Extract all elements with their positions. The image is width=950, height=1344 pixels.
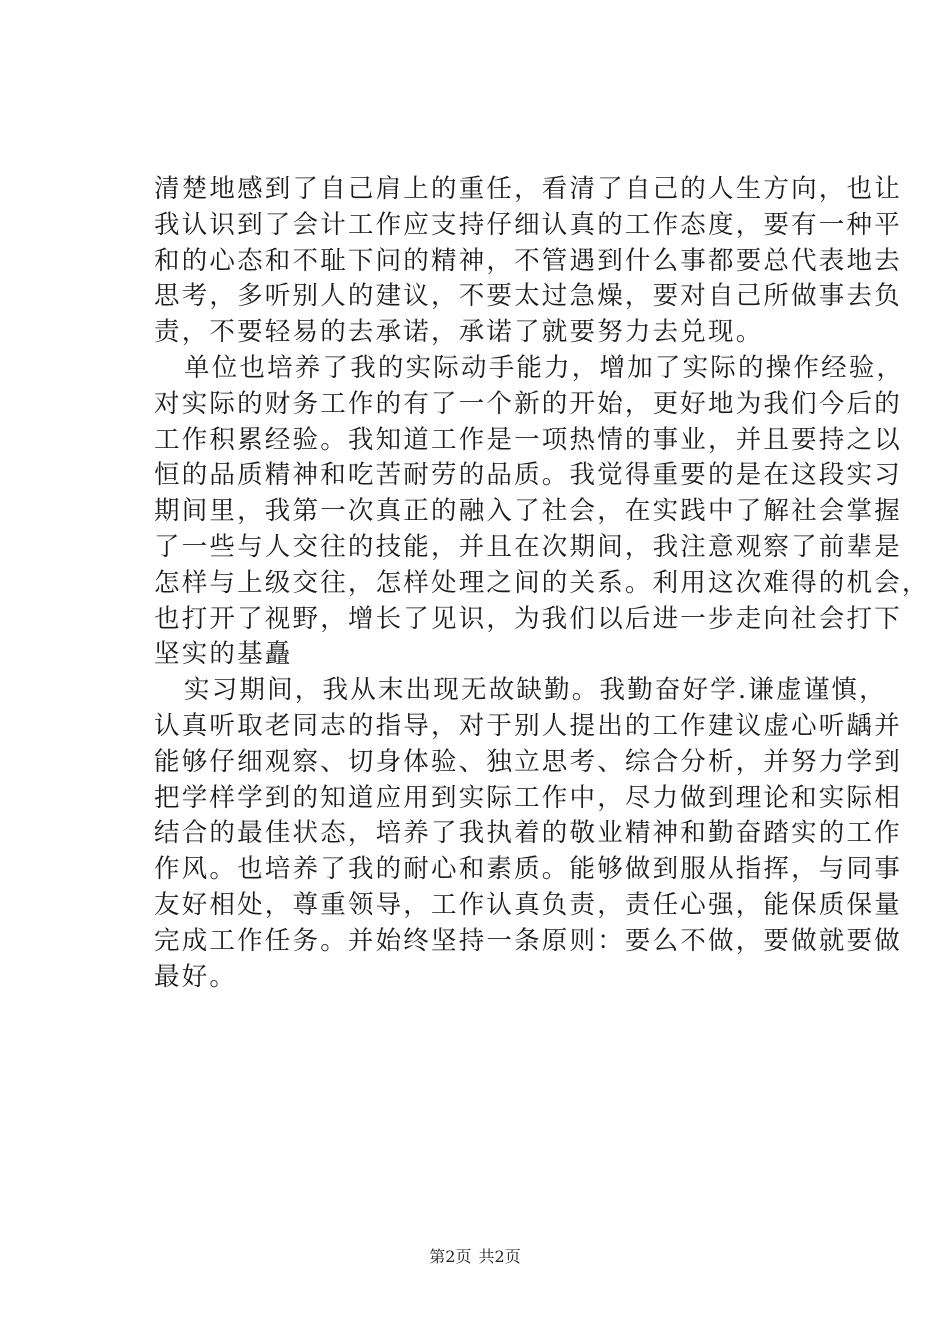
- text-line: 思考，多听别人的建议，不要太过急燥，要对自己所做事去负: [154, 281, 902, 312]
- page-total: 共2页: [478, 1247, 521, 1266]
- text-line: 也打开了视野，增长了见识，为我们以后进一步走向社会打下: [154, 603, 902, 634]
- text-line: 坚实的基矗: [154, 639, 293, 670]
- text-line: 把学样学到的知道应用到实际工作中，尽力做到理论和实际相: [154, 782, 902, 813]
- text-line: 完成工作任务。并始终坚持一条原则：要么不做，要做就要做: [154, 925, 902, 956]
- text-line: 工作积累经验。我知道工作是一项热情的事业，并且要持之以: [154, 424, 902, 455]
- text-line: 责，不要轻易的去承诺，承诺了就要努力去兑现。: [154, 317, 764, 348]
- text-line: 怎样与上级交往，怎样处理之间的关系。利用这次难得的机会，: [154, 567, 930, 598]
- text-line: 期间里，我第一次真正的融入了社会，在实践中了解社会掌握: [154, 496, 902, 527]
- page-number: 第2页: [429, 1247, 472, 1266]
- text-line: 作风。也培养了我的耐心和素质。能够做到服从指挥，与同事: [154, 854, 902, 885]
- text-line: 清楚地感到了自己肩上的重任，看清了自己的人生方向，也让: [154, 174, 902, 204]
- text-line: 最好。: [154, 961, 238, 992]
- paragraph-start-line: 实习期间，我从末出现无故缺勤。我勤奋好学.谦虚谨慎，: [184, 675, 887, 706]
- text-line: 友好相处，尊重领导，工作认真负责，责任心强，能保质保量: [154, 889, 902, 920]
- text-line: 恒的品质精神和吃苦耐劳的品质。我觉得重要的是在这段实习: [154, 460, 902, 491]
- page-footer: [0, 1244, 950, 1267]
- text-line: 结合的最佳状态，培养了我执着的敬业精神和勤奋踏实的工作: [154, 818, 902, 849]
- document-body: [154, 172, 930, 995]
- paragraph-start-line: 单位也培养了我的实际动手能力，增加了实际的操作经验，: [184, 352, 905, 383]
- text-line: 和的心态和不耻下问的精神，不管遇到什么事都要总代表地去: [154, 245, 902, 276]
- text-line: 我认识到了会计工作应支持仔细认真的工作态度，要有一种平: [154, 209, 902, 240]
- text-line: 能够仔细观察、切身体验、独立思考、综合分析，并努力学到: [154, 746, 902, 777]
- text-line: 认真听取老同志的指导，对于别人提出的工作建议虚心听龋并: [154, 710, 902, 741]
- text-line: 了一些与人交往的技能，并且在次期间，我注意观察了前辈是: [154, 531, 902, 562]
- text-line: 对实际的财务工作的有了一个新的开始，更好地为我们今后的: [154, 388, 902, 419]
